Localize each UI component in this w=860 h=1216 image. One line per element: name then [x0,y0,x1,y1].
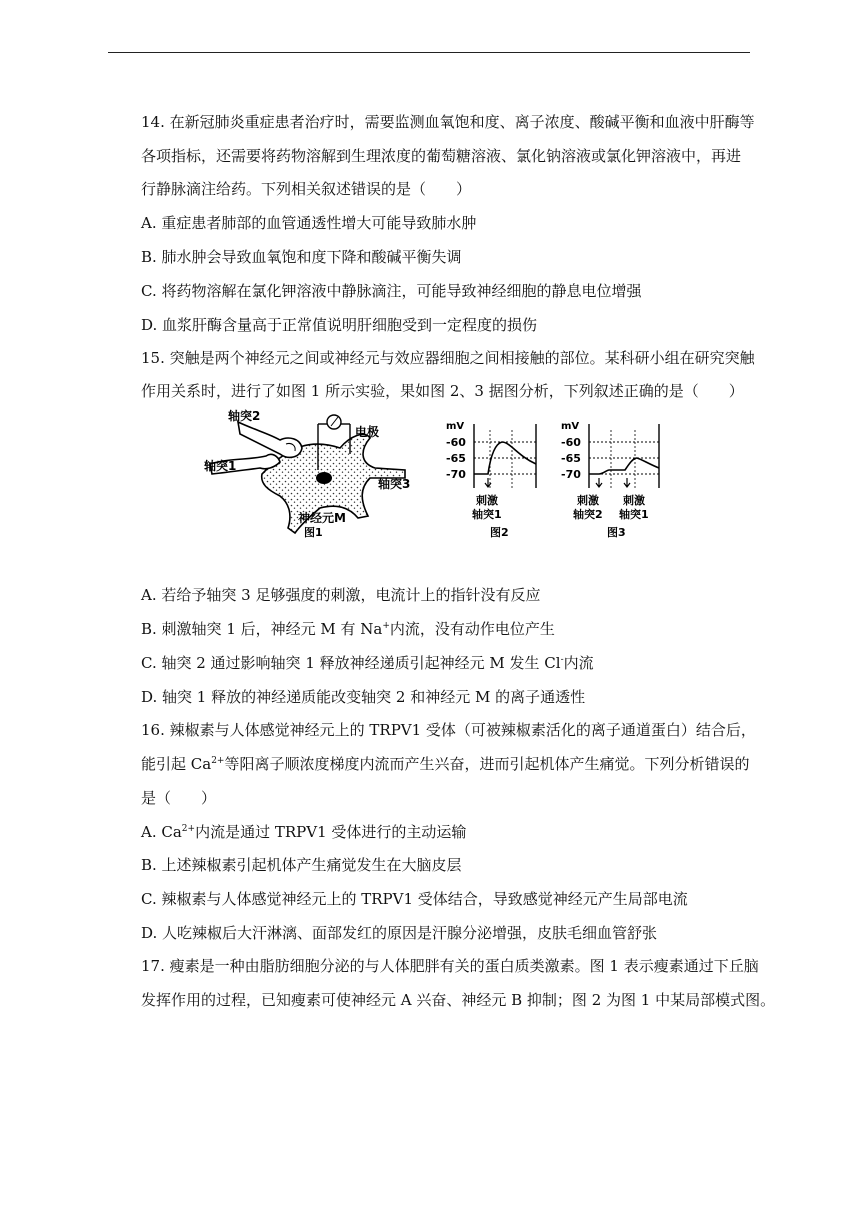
fig3-tick-65: -65 [561,452,581,465]
header-rule [108,52,750,53]
neuron-nucleus [316,472,332,484]
label-axon-3: 轴突3 [378,477,411,491]
q17-stem-line1: 17. 瘦素是一种由脂肪细胞分泌的与人体肥胖有关的蛋白质类激素。图 1 表示瘦素通过下丘脑 [141,957,759,975]
q14-stem-line2: 各项指标，还需要将药物溶解到生理浓度的葡萄糖溶液、氯化钠溶液或氯化钾溶液中，再进 [141,147,742,165]
q14-stem-line1: 14. 在新冠肺炎重症患者治疗时，需要监测血氧饱和度、离子浓度、酸碱平衡和血液中肝酶等 [141,113,755,131]
fig3-tick-60: -60 [561,436,581,449]
fig3-stim2-label-line2: 轴突1 [619,508,649,521]
q16-option-d: D. 人吃辣椒后大汗淋漓、面部发红的原因是汗腺分泌增强，皮肤毛细血管舒张 [141,924,658,942]
fig2-tick-60: -60 [446,436,466,449]
q15-option-c [141,653,594,673]
fig2-unit-label: mV [446,421,465,432]
axon-2-shape [238,422,302,457]
q17-stem-line2: 发挥作用的过程，已知瘦素可使神经元 A 兴奋、神经元 B 抑制；图 2 为图 1 中某局部模式图。 [141,991,776,1009]
fig3-tick-70: -70 [561,468,581,481]
q15-option-b-pre: B. 刺激轴突 1 后，神经元 M 有 Na [141,620,383,638]
q15-option-b-sup: + [382,621,390,631]
q16-stem-line3: 是（ ） [141,789,217,807]
q15-option-a: A. 若给予轴突 3 足够强度的刺激，电流计上的指针没有反应 [141,586,541,604]
label-axon-1: 轴突1 [204,459,237,473]
figure-3-graph [555,420,665,540]
q15-option-c-post: 内流 [563,654,594,672]
fig3-stimulus-arrow-2-icon [624,478,630,487]
fig2-tick-65: -65 [446,452,466,465]
q15-option-b-post: 内流，没有动作电位产生 [389,620,555,638]
fig2-tick-70: -70 [446,468,466,481]
q15-option-d: D. 轴突 1 释放的神经递质能改变轴突 2 和神经元 M 的离子通透性 [141,688,586,706]
q16-option-a-post: 内流是通过 TRPV1 受体进行的主动运输 [195,823,467,841]
label-axon-2: 轴突2 [228,409,261,423]
fig2-stim-label-line1: 刺激 [476,494,498,507]
q15-option-c-pre: C. 轴突 2 通过影响轴突 1 释放神经递质引起神经元 M 发生 Cl [141,654,561,672]
q14-option-d: D. 血浆肝酶含量高于正常值说明肝细胞受到一定程度的损伤 [141,316,538,334]
fig3-unit-label: mV [561,421,580,432]
q15-option-c-sup: - [560,655,564,665]
q16-option-a [141,822,466,842]
figure-1-neuron-diagram [200,408,420,538]
q15-option-b [141,619,555,639]
q16-option-b: B. 上述辣椒素引起机体产生痛觉发生在大脑皮层 [141,856,462,874]
figure-3-caption: 图3 [607,526,626,539]
q16-stem-line1: 16. 辣椒素与人体感觉神经元上的 TRPV1 受体（可被辣椒素活化的离子通道蛋白）结合后， [141,721,756,739]
q16-option-a-sup: 2+ [181,824,196,834]
fig3-stimulus-arrow-1-icon [596,478,602,487]
figure-2-graph [440,420,540,540]
q16-option-c: C. 辣椒素与人体感觉神经元上的 TRPV1 受体结合，导致感觉神经元产生局部电流 [141,890,688,908]
fig3-potential-curve [589,458,659,474]
q15-stem-line2: 作用关系时，进行了如图 1 所示实验，果如图 2、3 据图分析，下列叙述正确的是（ ） [141,382,744,400]
fig3-stim1-label-line2: 轴突2 [573,508,603,521]
q14-stem-line3: 行静脉滴注给药。下列相关叙述错误的是（ ） [141,180,472,198]
label-electrode: 电极 [355,425,380,439]
q16-option-a-pre: A. Ca [141,823,182,841]
q16-stem-line2 [141,754,750,774]
fig2-stim-label-line2: 轴突1 [472,508,502,521]
fig3-stim1-label-line1: 刺激 [577,494,599,507]
q14-option-a: A. 重症患者肺部的血管通透性增大可能导致肺水肿 [141,214,477,232]
q15-stem-line1: 15. 突触是两个神经元之间或神经元与效应器细胞之间相接触的部位。某科研小组在研究突触 [141,349,755,367]
q14-option-c: C. 将药物溶解在氯化钾溶液中静脉滴注，可能导致神经细胞的静息电位增强 [141,282,642,300]
q16-stem-line2-pre: 能引起 Ca [141,755,212,773]
figure-1-caption: 图1 [304,526,323,538]
q14-option-b: B. 肺水肿会导致血氧饱和度下降和酸碱平衡失调 [141,248,462,266]
label-neuron-m: 神经元M [298,511,346,525]
q16-stem-line2-post: 等阳离子顺浓度梯度内流而产生兴奋，进而引起机体产生痛觉。下列分析错误的 [224,755,750,773]
q16-stem-line2-sup: 2+ [211,756,225,766]
figure-2-caption: 图2 [490,526,509,539]
fig3-stim2-label-line1: 刺激 [623,494,645,507]
